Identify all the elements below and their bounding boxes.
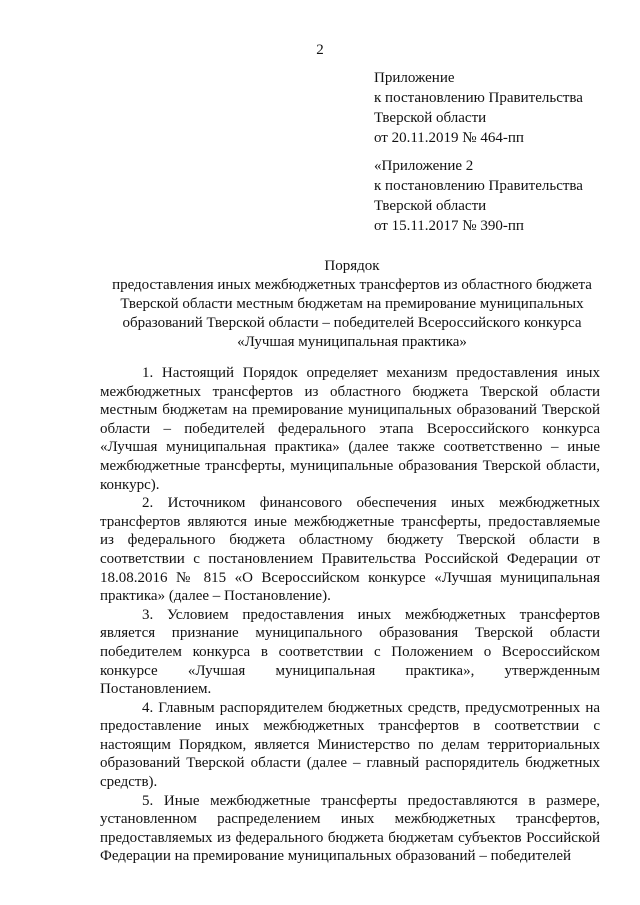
appendix-line: «Приложение 2	[374, 158, 474, 174]
title-line: образований Тверской области – победителей Всероссийского конкурса	[122, 315, 582, 331]
appendix-block-original	[374, 156, 624, 236]
title-line: Тверской области местным бюджетам на премирование муниципальных	[120, 296, 584, 312]
document-body	[100, 364, 600, 866]
appendix-line: Приложение	[374, 70, 455, 86]
appendix-line: Тверской области	[374, 110, 487, 126]
paragraph-1: 1. Настоящий Порядок определяет механизм предоставления иных межбюджетных трансфертов из областного бюджета Тверской области местным бюджетам на премирование муниципальных образований Тверской области – победителей федерального этапа Всероссийского конкурса «Лучшая муниципальная практика» (далее также соответственно – иные межбюджетные трансферты, муниципальные образования Тверской области, конкурс).	[100, 365, 600, 493]
appendix-line: Тверской области	[374, 198, 487, 214]
title-line: предоставления иных межбюджетных трансфертов из областного бюджета	[112, 277, 592, 293]
paragraph-5: 5. Иные межбюджетные трансферты предоставляются в размере, установленном распределением иных межбюджетных трансфертов, предоставляемых из федерального бюджета бюджетам субъектов Российской Федерации на премирование муниципальных образований – победителей	[100, 792, 600, 865]
paragraph-3: 3. Условием предоставления иных межбюджетных трансфертов является признание муниципального образования Тверской области победителем конкурса в соответствии с Положением о Всероссийском конкурсе «Лучшая муниципальная практика», утвержденным Постановлением.	[100, 606, 600, 698]
appendix-line: от 20.11.2019 № 464-пп	[374, 130, 524, 146]
page-number: 2	[316, 42, 324, 58]
appendix-line: к постановлению Правительства	[374, 178, 583, 194]
appendix-line: от 15.11.2017 № 390-пп	[374, 218, 524, 234]
appendix-line: к постановлению Правительства	[374, 90, 583, 106]
paragraph-4: 4. Главным распорядителем бюджетных средств, предусмотренных на предоставление иных межбюджетных трансфертов в соответствии с настоящим Порядком, является Министерство по делам территориальных образований Тверской области (далее – главный распорядитель бюджетных средств).	[100, 699, 600, 791]
document-title	[100, 257, 604, 352]
appendix-block-current	[374, 68, 624, 148]
title-line: «Лучшая муниципальная практика»	[237, 334, 467, 350]
title-heading: Порядок	[324, 258, 380, 274]
paragraph-2: 2. Источником финансового обеспечения иных межбюджетных трансфертов являются иные межбюджетные трансферты, предоставляемые из федерального бюджета областному бюджету Тверской области в соответствии с постановлением Правительства Российской Федерации от 18.08.2016 № 815 «О Всероссийском конкурсе «Лучшая муниципальная практика» (далее – Постановление).	[100, 495, 600, 605]
